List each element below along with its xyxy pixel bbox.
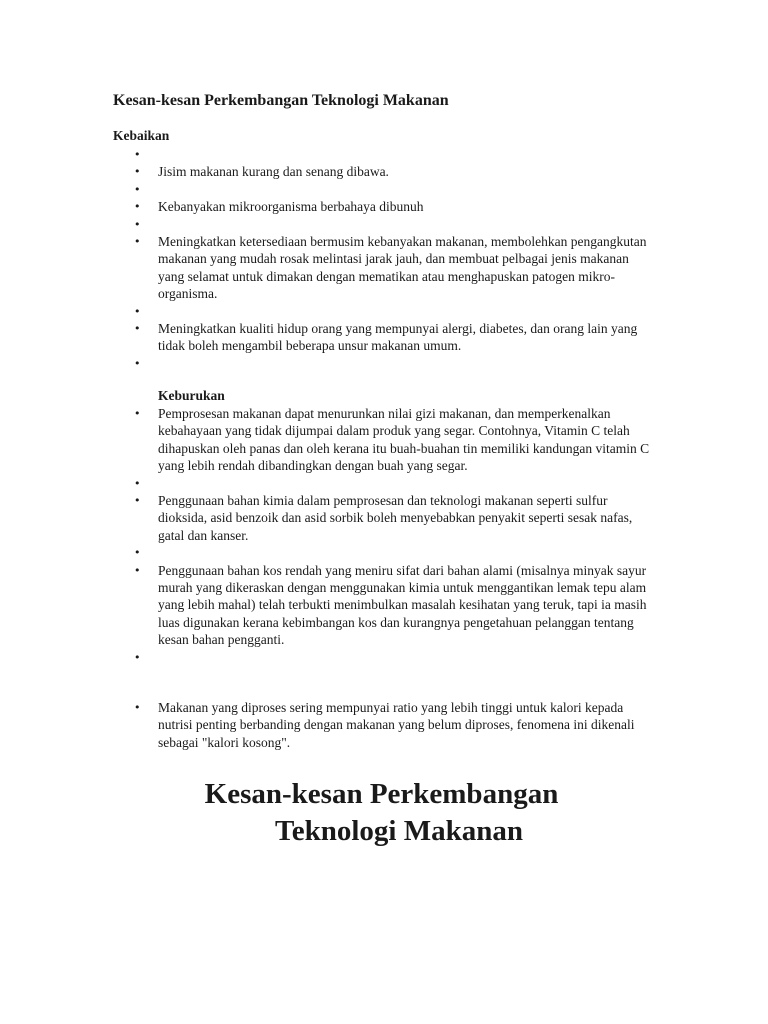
empty-list-item xyxy=(113,649,658,666)
large-title xyxy=(0,776,768,850)
list-item: • Meningkatkan ketersediaan bermusim kebanyakan makanan, membolehkan pengangkutan makanan yang mudah rosak melintasi jarak jauh, dan membuat pelbagai jenis makanan yang selamat untuk dimakan dengan mematikan atau menghapuskan patogen mikro-organisma. xyxy=(113,233,658,303)
list-item: • Jisim makanan kurang dan senang dibawa. xyxy=(113,163,658,180)
empty-list-item xyxy=(113,181,658,198)
list-item: • Penggunaan bahan kimia dalam pemprosesan dan teknologi makanan seperti sulfur dioksida, asid benzoik dan asid sorbik boleh menyebabkan penyakit seperti sesak nafas, gatal dan kanser. xyxy=(113,492,658,544)
list-item: • Penggunaan bahan kos rendah yang meniru sifat dari bahan alami (misalnya minyak sayur murah yang dikeraskan dengan menggunakan kimia untuk menggantikan lemak tepu alam yang lebih mahal) telah terbukti menimbulkan masalah kesihatan yang teruk, tapi ia masih luas digunakan kerana kebimbangan kos dan kurangnya pengetahuan pelanggan tentang kesan bahan pengganti. xyxy=(113,562,658,649)
kebaikan-list xyxy=(113,146,658,372)
list-item: • Makanan yang diproses sering mempunyai ratio yang lebih tinggi untuk kalori kepada nutrisi penting berbanding dengan makanan yang belum diproses, fenomena ini dikenali sebagai "kalori kosong". xyxy=(113,699,658,751)
kebaikan-heading: Kebaikan xyxy=(113,128,170,143)
list-item: • Kebanyakan mikroorganisma berbahaya dibunuh xyxy=(113,198,658,215)
list-item: • Pemprosesan makanan dapat menurunkan nilai gizi makanan, dan memperkenalkan kebahayaan yang tidak dijumpai dalam produk yang segar. Contohnya, Vitamin C telah dihapuskan oleh panas dan oleh kerana itu buah-buahan tin memiliki kandungan vitamin C yang lebih rendah dibandingkan dengan buah yang segar. xyxy=(113,405,658,475)
empty-list-item xyxy=(113,146,658,163)
keburukan-list xyxy=(113,405,658,666)
keburukan-heading: Keburukan xyxy=(158,388,225,403)
empty-list-item xyxy=(113,355,658,372)
large-title-line-2: Teknologi Makanan xyxy=(275,815,523,847)
empty-list-item xyxy=(113,544,658,561)
empty-list-item xyxy=(113,216,658,233)
keburukan-list-continued xyxy=(113,699,658,751)
large-title-line-1: Kesan-kesan Perkembangan xyxy=(204,778,559,810)
list-item: • Meningkatkan kualiti hidup orang yang mempunyai alergi, diabetes, dan orang lain yang tidak boleh mengambil beberapa unsur makanan umum. xyxy=(113,320,658,355)
empty-list-item xyxy=(113,475,658,492)
document-title: Kesan-kesan Perkembangan Teknologi Makanan xyxy=(113,92,449,109)
empty-list-item xyxy=(113,303,658,320)
